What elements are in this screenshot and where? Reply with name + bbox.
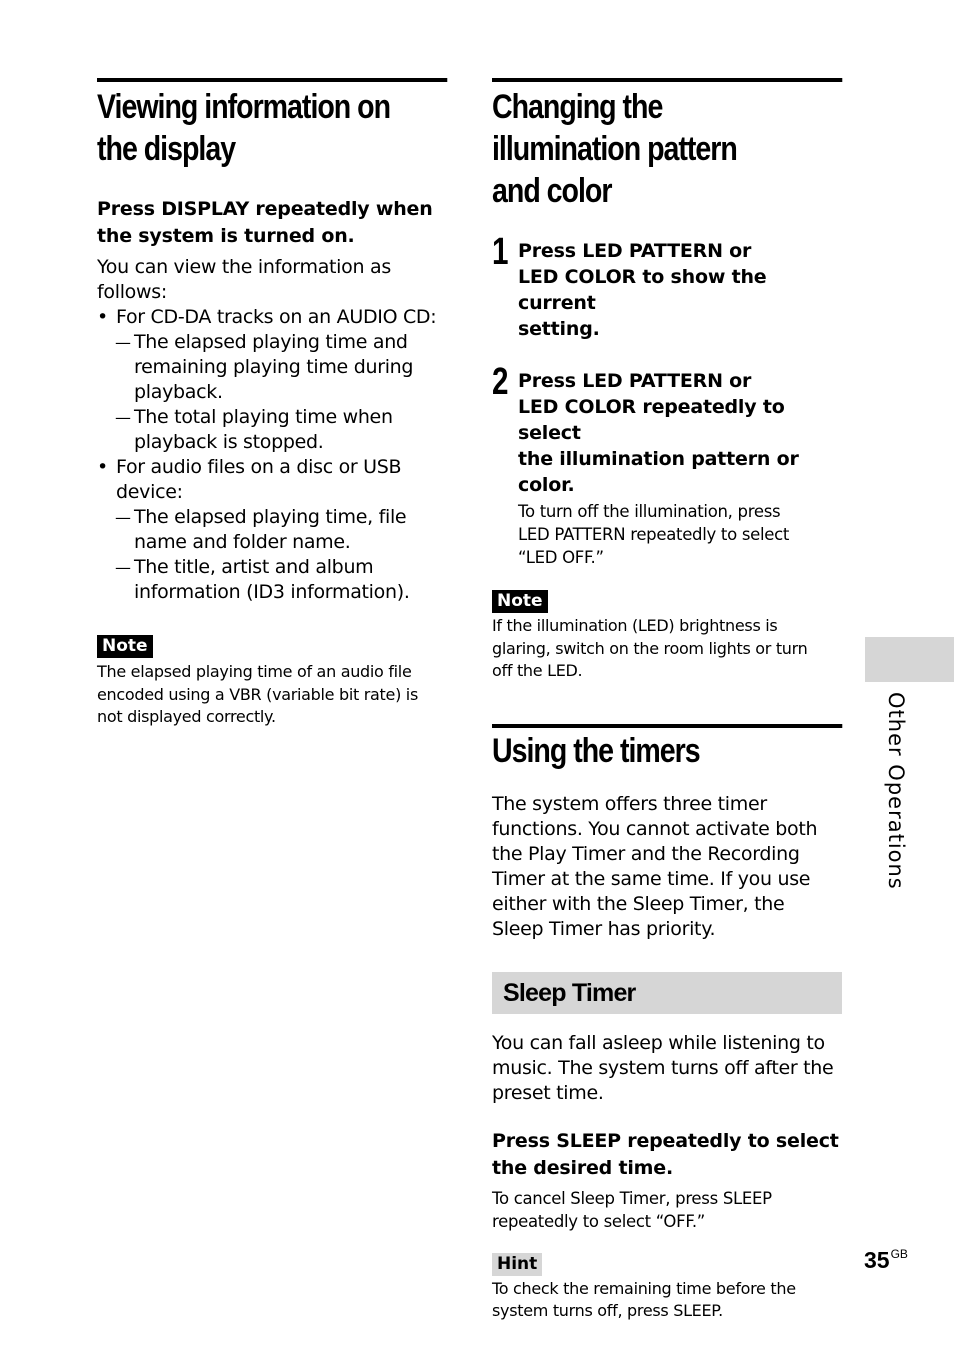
step-number: 2 bbox=[492, 361, 509, 403]
intro-line: Timer at the same time. If you use bbox=[492, 867, 811, 890]
dash-line: information (ID3 information). bbox=[134, 581, 410, 603]
note-text bbox=[492, 615, 842, 683]
intro-line: follows: bbox=[97, 281, 167, 303]
section-heading-viewing bbox=[97, 78, 447, 170]
hint-badge: Hint bbox=[492, 1253, 542, 1276]
sleep-detail bbox=[492, 1187, 842, 1233]
hint-line: system turns off, press SLEEP. bbox=[492, 1301, 723, 1320]
intro-line: The system offers three timer bbox=[492, 792, 767, 815]
heading-line: illumination pattern bbox=[492, 130, 737, 168]
chapter-tab-marker bbox=[865, 637, 954, 682]
note-line: glaring, switch on the room lights or turn bbox=[492, 638, 808, 658]
intro-line: You can view the information as bbox=[97, 256, 391, 278]
intro-line: the Play Timer and the Recording bbox=[492, 842, 800, 865]
dash-line: playback is stopped. bbox=[134, 431, 324, 453]
step-text bbox=[518, 368, 842, 498]
page-number bbox=[864, 1247, 908, 1274]
step-line: LED COLOR to show the current bbox=[518, 266, 767, 314]
note-badge: Note bbox=[492, 590, 548, 613]
bullet-text: For audio files on a disc or USB bbox=[116, 456, 402, 478]
timers-intro bbox=[492, 792, 842, 942]
note-line: encoded using a VBR (variable bit rate) is bbox=[97, 684, 418, 704]
step-line: LED COLOR repeatedly to select bbox=[518, 396, 785, 444]
intro-line: You can fall asleep while listening to bbox=[492, 1031, 825, 1054]
note-line: If the illumination (LED) brightness is bbox=[492, 616, 778, 635]
step-line: Press LED PATTERN or bbox=[518, 370, 752, 392]
dash-line: The title, artist and album bbox=[134, 556, 374, 578]
subheading-sleep-timer: Sleep Timer bbox=[492, 972, 842, 1014]
detail-line: LED PATTERN repeatedly to select bbox=[518, 525, 790, 544]
hint-line: To check the remaining time before the bbox=[492, 1278, 796, 1298]
note-line: off the LED. bbox=[492, 661, 583, 680]
step-text bbox=[518, 238, 842, 342]
bullet-item bbox=[97, 455, 447, 505]
lead-line: the system is turned on. bbox=[97, 225, 355, 247]
detail-line: To turn off the illumination, press bbox=[518, 502, 781, 521]
lead-line: Press SLEEP repeatedly to select bbox=[492, 1129, 839, 1152]
detail-line: repeatedly to select “OFF.” bbox=[492, 1211, 706, 1231]
bullet-text: For CD-DA tracks on an AUDIO CD: bbox=[116, 306, 437, 328]
dash-item bbox=[97, 555, 447, 605]
step-line: the illumination pattern or color. bbox=[518, 448, 799, 496]
detail-line: To cancel Sleep Timer, press SLEEP bbox=[492, 1188, 772, 1208]
detail-line: “LED OFF.” bbox=[518, 548, 604, 567]
lead-line: Press DISPLAY repeatedly when bbox=[97, 198, 433, 220]
note-line: The elapsed playing time of an audio file bbox=[97, 662, 412, 681]
dash-line: playback. bbox=[134, 381, 223, 403]
lead-line: the desired time. bbox=[492, 1156, 673, 1179]
step-line: setting. bbox=[518, 318, 600, 340]
step-number: 1 bbox=[492, 231, 509, 273]
hint-block bbox=[492, 1253, 842, 1323]
bullet-text: device: bbox=[116, 481, 183, 503]
chapter-tab-label: Other Operations bbox=[884, 692, 908, 890]
dash-item bbox=[97, 405, 447, 455]
heading-line: the display bbox=[97, 130, 236, 168]
right-column bbox=[492, 78, 842, 1323]
section-heading-timers: Using the timers bbox=[492, 724, 842, 772]
intro-line: preset time. bbox=[492, 1081, 604, 1104]
note-block bbox=[492, 590, 842, 683]
heading-line: Viewing information on bbox=[97, 88, 391, 126]
section-heading-illumination bbox=[492, 78, 842, 212]
heading-line: and color bbox=[492, 172, 612, 210]
step-2 bbox=[492, 361, 842, 569]
dash-line: The elapsed playing time and bbox=[134, 331, 408, 353]
intro-line: Sleep Timer has priority. bbox=[492, 917, 716, 940]
sleep-intro bbox=[492, 1031, 842, 1106]
intro-paragraph bbox=[97, 255, 447, 305]
dash-line: The total playing time when bbox=[134, 406, 393, 428]
left-column bbox=[97, 78, 447, 729]
dash-item bbox=[97, 505, 447, 555]
dash-item bbox=[97, 330, 447, 405]
heading-line: Changing the bbox=[492, 88, 663, 126]
page-number-value: 35 bbox=[864, 1247, 890, 1273]
note-text bbox=[97, 661, 447, 729]
note-badge: Note bbox=[97, 635, 153, 658]
step-line: Press LED PATTERN or bbox=[518, 240, 752, 262]
dash-line: The elapsed playing time, file bbox=[134, 506, 407, 528]
intro-line: either with the Sleep Timer, the bbox=[492, 892, 785, 915]
dash-line: remaining playing time during bbox=[134, 356, 414, 378]
step-detail bbox=[518, 500, 842, 569]
bullet-item bbox=[97, 305, 447, 330]
sleep-instruction-lead bbox=[492, 1128, 842, 1182]
intro-line: music. The system turns off after the bbox=[492, 1056, 834, 1079]
page-region-code: GB bbox=[890, 1247, 908, 1261]
step-1 bbox=[492, 231, 842, 342]
hint-text bbox=[492, 1278, 842, 1323]
intro-line: functions. You cannot activate both bbox=[492, 817, 818, 840]
dash-line: name and folder name. bbox=[134, 531, 351, 553]
instruction-lead bbox=[97, 196, 447, 250]
note-block bbox=[97, 635, 447, 729]
note-line: not displayed correctly. bbox=[97, 707, 276, 726]
